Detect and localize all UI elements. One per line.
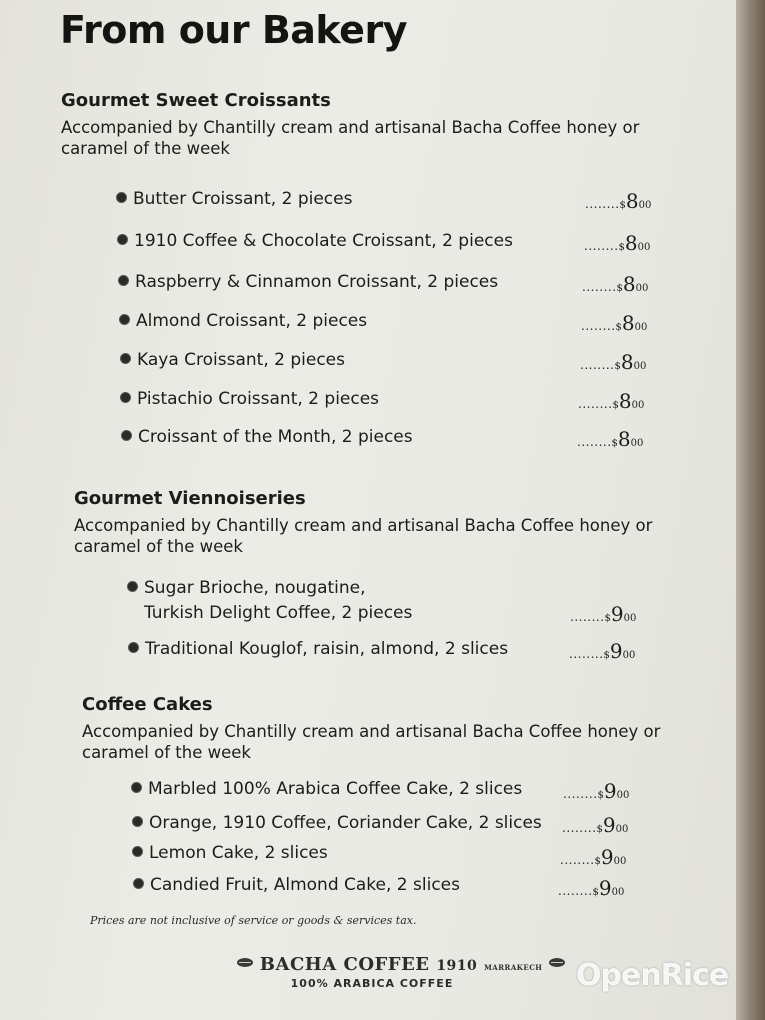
bullet-icon	[118, 275, 129, 286]
bullet-icon	[127, 581, 138, 592]
item-price: ........$800	[585, 189, 652, 213]
bullet-icon	[117, 234, 128, 245]
tax-footnote: Prices are not inclusive of service or goods & services tax.	[90, 914, 417, 927]
item-name: Croissant of the Month, 2 pieces	[138, 427, 413, 447]
coffee-bean-icon	[237, 958, 253, 967]
brand-logo	[237, 954, 543, 990]
menu-item	[118, 272, 498, 292]
item-name: Orange, 1910 Coffee, Coriander Cake, 2 slices	[149, 813, 542, 833]
item-price: ........$800	[577, 427, 644, 451]
menu-item	[120, 350, 345, 370]
item-name: Lemon Cake, 2 slices	[149, 843, 328, 863]
item-price: ........$800	[581, 311, 648, 335]
section-sweet-croissants	[61, 90, 661, 159]
item-name: Butter Croissant, 2 pieces	[133, 189, 353, 209]
item-price: ........$800	[578, 389, 645, 413]
brand-year: 1910	[436, 958, 478, 974]
item-name: 1910 Coffee & Chocolate Croissant, 2 pieces	[134, 231, 513, 251]
section-coffee-cakes	[82, 694, 682, 763]
item-name: Kaya Croissant, 2 pieces	[137, 350, 345, 370]
item-name-continued: Turkish Delight Coffee, 2 pieces	[144, 603, 413, 623]
menu-cover-edge	[736, 0, 765, 1020]
menu-item	[132, 813, 542, 833]
item-price: ........$800	[582, 272, 649, 296]
brand-name: BACHA COFFEE	[259, 954, 430, 975]
section-title: Coffee Cakes	[82, 694, 213, 715]
item-name: Almond Croissant, 2 pieces	[136, 311, 368, 331]
bullet-icon	[121, 430, 132, 441]
item-name: Traditional Kouglof, raisin, almond, 2 slices	[145, 639, 509, 659]
menu-item	[117, 231, 513, 251]
brand-tagline: 100% ARABICA COFFEE	[290, 977, 454, 990]
bullet-icon	[133, 878, 144, 889]
bullet-icon	[120, 353, 131, 364]
menu-item	[127, 576, 412, 626]
item-name: Candied Fruit, Almond Cake, 2 slices	[150, 875, 460, 895]
item-price: ........$800	[580, 350, 647, 374]
item-name: Pistachio Croissant, 2 pieces	[137, 389, 380, 409]
bullet-icon	[132, 816, 143, 827]
item-price: ........$900	[562, 813, 629, 837]
section-description: Accompanied by Chantilly cream and artisanal Bacha Coffee honey or caramel of the week	[61, 118, 640, 158]
menu-item	[116, 189, 352, 209]
bullet-icon	[116, 192, 127, 203]
item-price: ........$900	[569, 639, 636, 663]
openrice-watermark: OpenRice	[576, 958, 729, 993]
section-title: Gourmet Sweet Croissants	[61, 90, 331, 111]
menu-item	[131, 779, 522, 799]
page-title: From our Bakery	[60, 8, 407, 52]
item-price: ........$900	[558, 876, 625, 900]
menu-item	[133, 875, 460, 895]
menu-item	[132, 843, 328, 863]
menu-item	[119, 311, 367, 331]
item-price: ........$900	[570, 602, 637, 626]
section-title: Gourmet Viennoiseries	[74, 488, 306, 509]
bullet-icon	[120, 392, 131, 403]
item-name: Raspberry & Cinnamon Croissant, 2 pieces	[135, 272, 499, 292]
section-viennoiseries	[74, 488, 674, 557]
bullet-icon	[119, 314, 130, 325]
item-price: ........$800	[584, 231, 651, 255]
item-price: ........$900	[560, 845, 627, 869]
menu-item	[120, 389, 379, 409]
item-name: Marbled 100% Arabica Coffee Cake, 2 slices	[148, 779, 523, 799]
menu-item	[121, 427, 413, 447]
section-description: Accompanied by Chantilly cream and artisanal Bacha Coffee honey or caramel of the week	[74, 516, 653, 556]
item-price: ........$900	[563, 779, 630, 803]
bullet-icon	[132, 846, 143, 857]
bullet-icon	[128, 642, 139, 653]
brand-city: MARRAKECH	[484, 963, 543, 972]
bullet-icon	[131, 782, 142, 793]
section-description: Accompanied by Chantilly cream and artisanal Bacha Coffee honey or caramel of the week	[82, 722, 661, 762]
menu-item	[128, 639, 508, 659]
item-name: Sugar Brioche, nougatine,	[144, 578, 366, 598]
